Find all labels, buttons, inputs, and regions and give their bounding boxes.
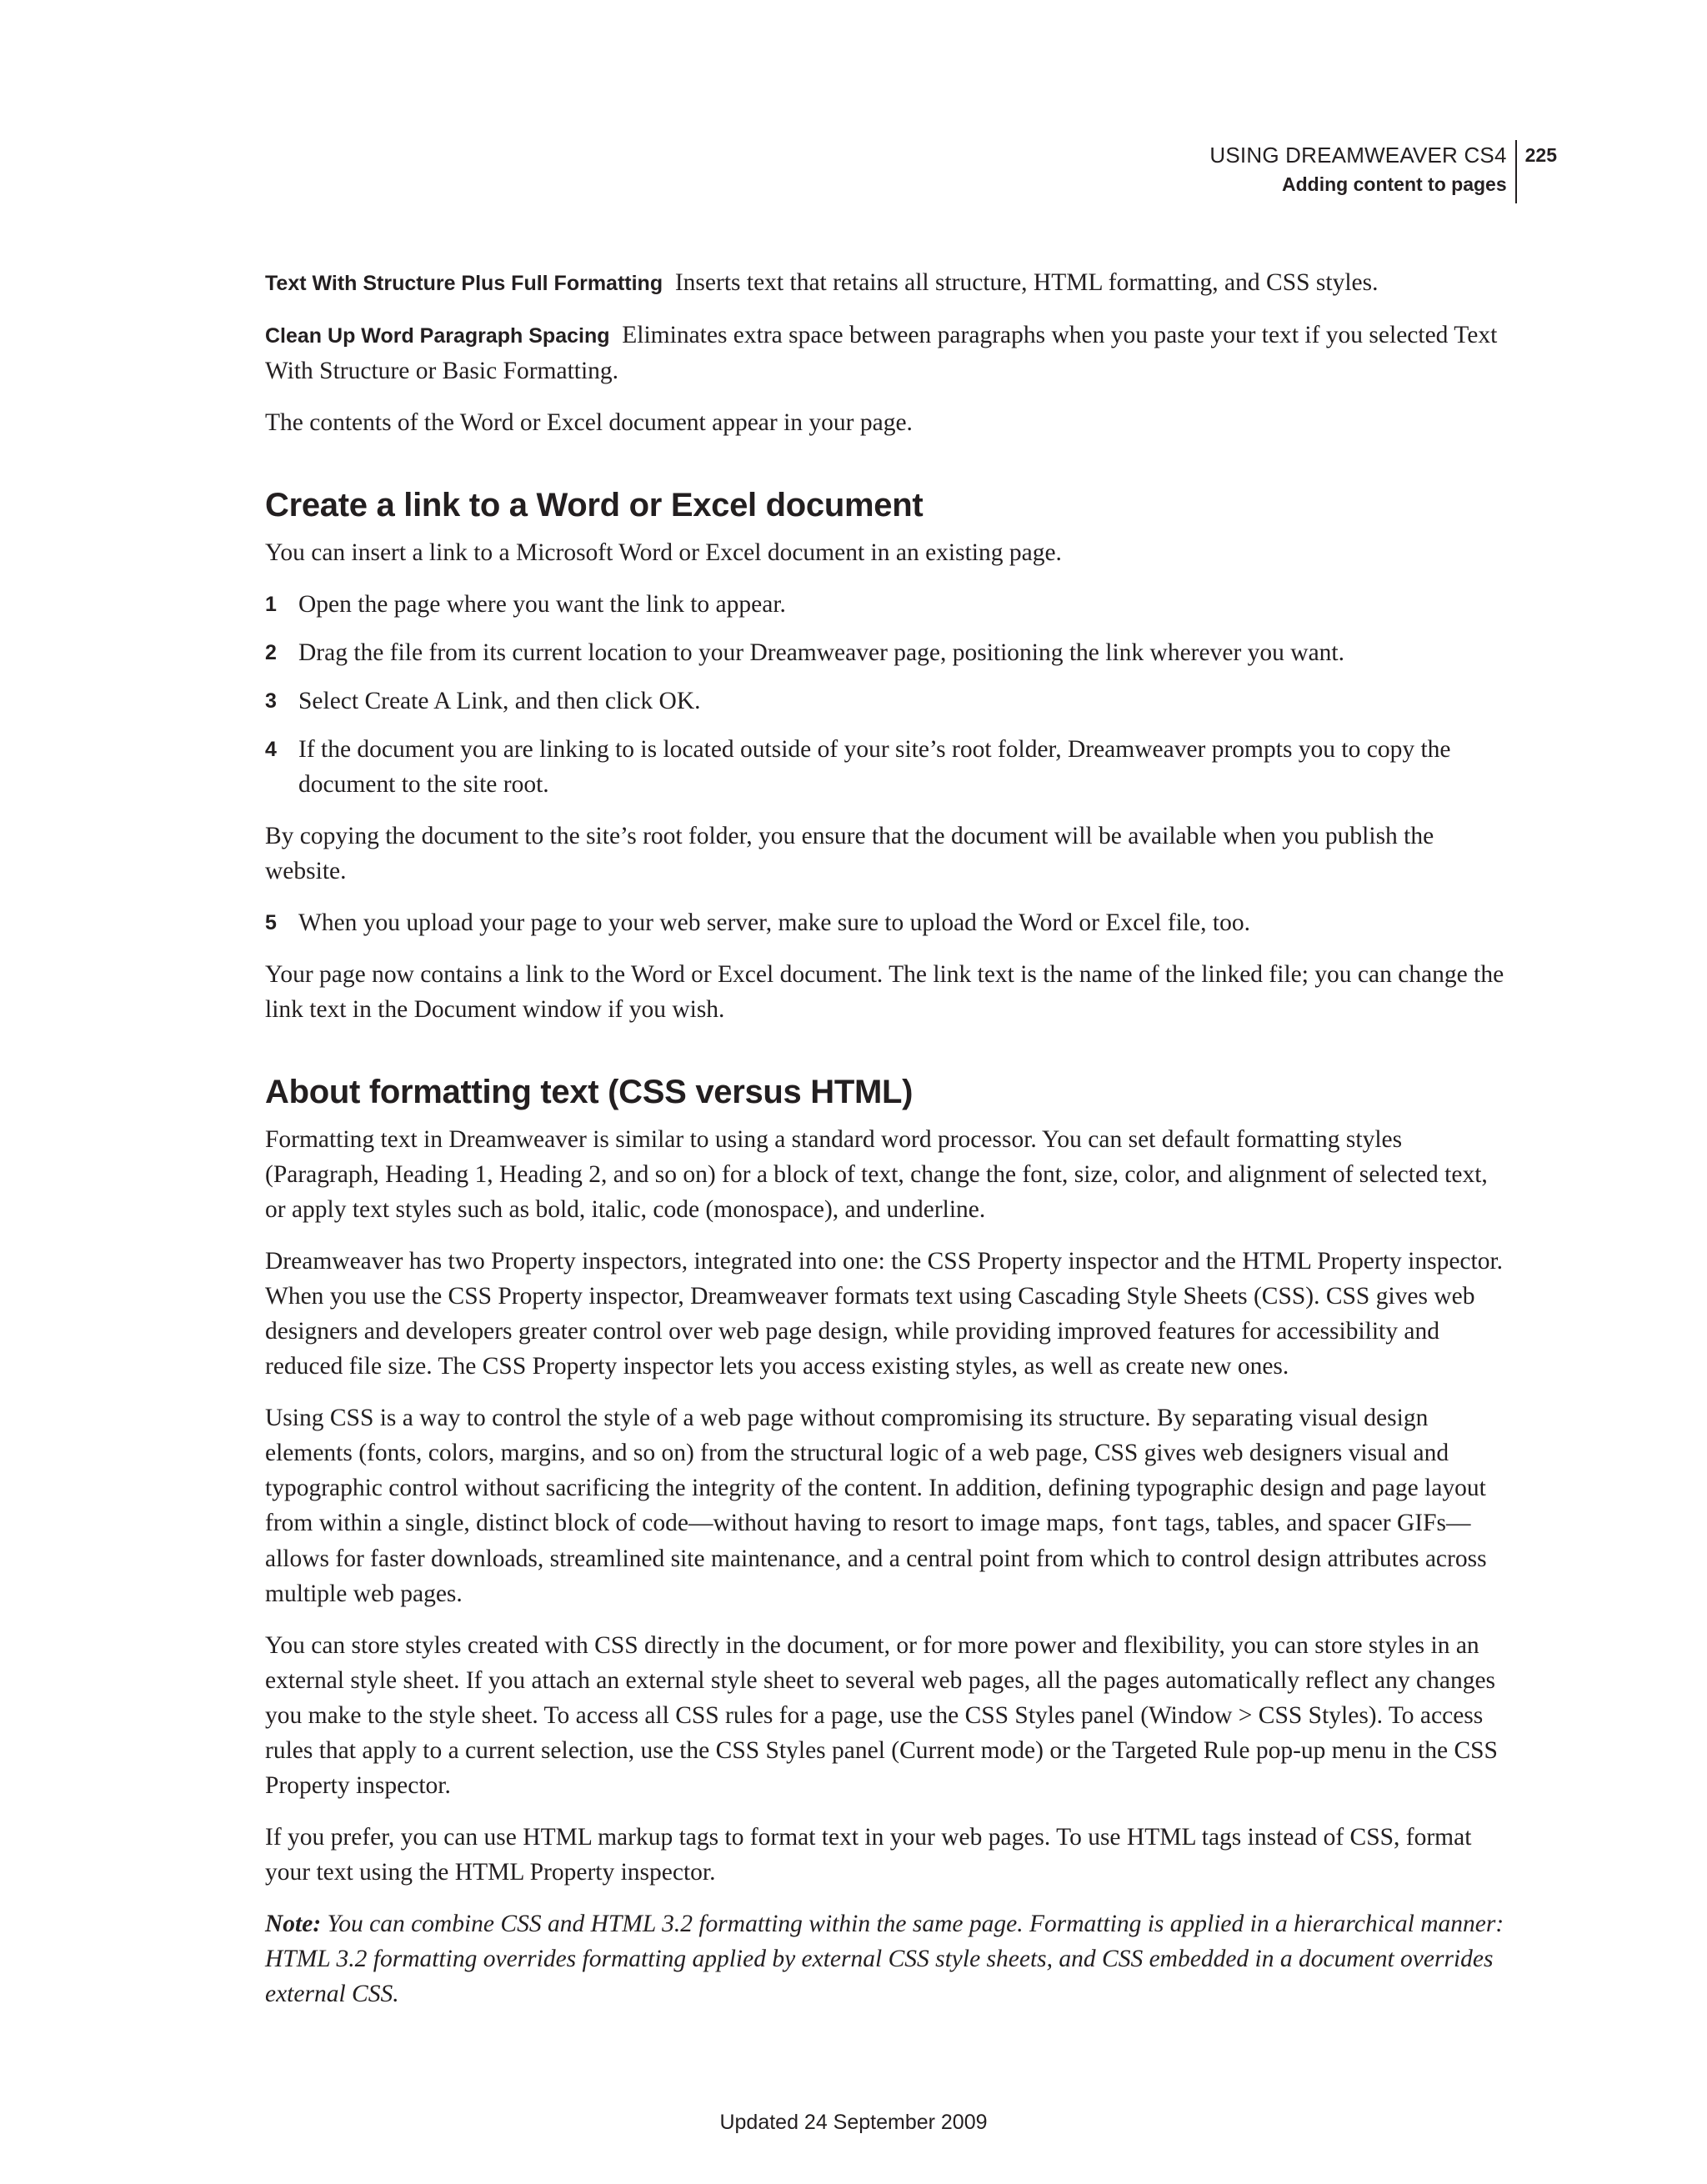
- option-description: Eliminates extra space between paragraphs when you paste your text if you selected Text With Structure or Basic Formatting.: [265, 322, 1498, 384]
- result-paragraph: The contents of the Word or Excel document appear in your page.: [265, 409, 913, 436]
- step-number: 1: [265, 593, 277, 616]
- chapter-title: Adding content to pages: [1282, 173, 1507, 195]
- step-text: Select Create A Link, and then click OK.: [298, 688, 701, 714]
- step-text: If the document you are linking to is located outside of your site’s root folder, Dreamweaver prompts you to copy the document to the site root.: [298, 736, 1451, 798]
- step-text: Drag the file from its current location to your Dreamweaver page, positioning the link wherever you want.: [298, 639, 1344, 666]
- body-paragraph: Your page now contains a link to the Word or Excel document. The link text is the name of the linked file; you can change the link text in the Document window if you wish.: [265, 961, 1504, 1023]
- page-footer: Updated 24 September 2009: [719, 2111, 988, 2134]
- note-paragraph: [265, 1906, 1507, 2011]
- option-description: Inserts text that retains all structure, HTML formatting, and CSS styles.: [674, 269, 1379, 296]
- step-item: [265, 684, 1507, 719]
- note-text: You can combine CSS and HTML 3.2 formatting within the same page. Formatting is applied in a hierarchical manner: HTML 3.2 formatting overrides formatting applied by external CSS style sheets, and CSS embedded in a document overrides external CSS.: [265, 1911, 1504, 2007]
- page-number: 225: [1524, 144, 1557, 166]
- option-term: Text With Structure Plus Full Formatting: [265, 272, 663, 295]
- step-list: [265, 905, 1507, 940]
- book-title: USING DREAMWEAVER CS4: [1209, 143, 1507, 168]
- body-paragraph: By copying the document to the site’s root folder, you ensure that the document will be available when you publish the website.: [265, 823, 1434, 884]
- section-heading: Create a link to a Word or Excel document: [265, 487, 924, 523]
- text-segment: tags, tables, and spacer GIFs—allows for faster downloads, streamlined site maintenance, and a central point from which to control design attributes across multiple web pages.: [265, 1510, 1487, 1607]
- section-intro: You can insert a link to a Microsoft Word or Excel document in an existing page.: [265, 539, 1062, 566]
- body-paragraph: Dreamweaver has two Property inspectors, integrated into one: the CSS Property inspector and the HTML Property inspector. When you use the CSS Property inspector, Dreamweaver formats text using Cascading Style Sheets (CSS). CSS gives web designers and developers greater control over web page design, while providing improved features for accessibility and reduced file size. The CSS Property inspector lets you access existing styles, as well as create new ones.: [265, 1248, 1504, 1380]
- option-paragraph: [265, 265, 1507, 301]
- step-list: [265, 587, 1507, 802]
- step-number: 2: [265, 641, 277, 664]
- step-item: [265, 635, 1507, 670]
- step-number: 4: [265, 738, 277, 761]
- body-paragraph: If you prefer, you can use HTML markup tags to format text in your web pages. To use HTML tags instead of CSS, format your text using the HTML Property inspector.: [265, 1824, 1472, 1886]
- body-paragraph: You can store styles created with CSS directly in the document, or for more power and flexibility, you can store styles in an external style sheet. If you attach an external style sheet to several web pages, all the pages automatically reflect any changes you make to the style sheet. To access all CSS rules for a page, use the CSS Styles panel (Window > CSS Styles). To access rules that apply to a current selection, use the CSS Styles panel (Current mode) or the Targeted Rule pop-up menu in the CSS Property inspector.: [265, 1632, 1498, 1799]
- step-item: [265, 732, 1507, 802]
- section-heading: About formatting text (CSS versus HTML): [265, 1074, 914, 1110]
- step-item: [265, 905, 1507, 940]
- running-header: [1209, 140, 1557, 203]
- step-number: 5: [265, 911, 277, 934]
- text-segment: Using CSS is a way to control the style of a web page without compromising its structure. By separating visual design elements (fonts, colors, margins, and so on) from the structural logic of a web page, CSS gives web designers visual and typographic control without sacrificing the integrity of the content. In addition, defining typographic design and page layout from within a single, distinct block of code—without having to resort to image maps,: [265, 1405, 1486, 1536]
- option-term: Clean Up Word Paragraph Spacing: [265, 324, 610, 348]
- step-text: Open the page where you want the link to appear.: [298, 591, 786, 618]
- step-text: When you upload your page to your web server, make sure to upload the Word or Excel file, too.: [298, 909, 1250, 936]
- page-content: [265, 265, 1507, 2011]
- step-item: [265, 587, 1507, 622]
- step-number: 3: [265, 689, 277, 713]
- option-paragraph: [265, 318, 1507, 388]
- body-paragraph: [265, 1400, 1507, 1611]
- inline-code: font: [1110, 1512, 1159, 1535]
- note-label: Note:: [265, 1911, 322, 1937]
- body-paragraph: Formatting text in Dreamweaver is similar to using a standard word processor. You can set default formatting styles (Paragraph, Heading 1, Heading 2, and so on) for a block of text, change the font, size, color, and alignment of selected text, or apply text styles such as bold, italic, code (monospace), and underline.: [265, 1126, 1488, 1223]
- running-header-text: [1209, 140, 1516, 203]
